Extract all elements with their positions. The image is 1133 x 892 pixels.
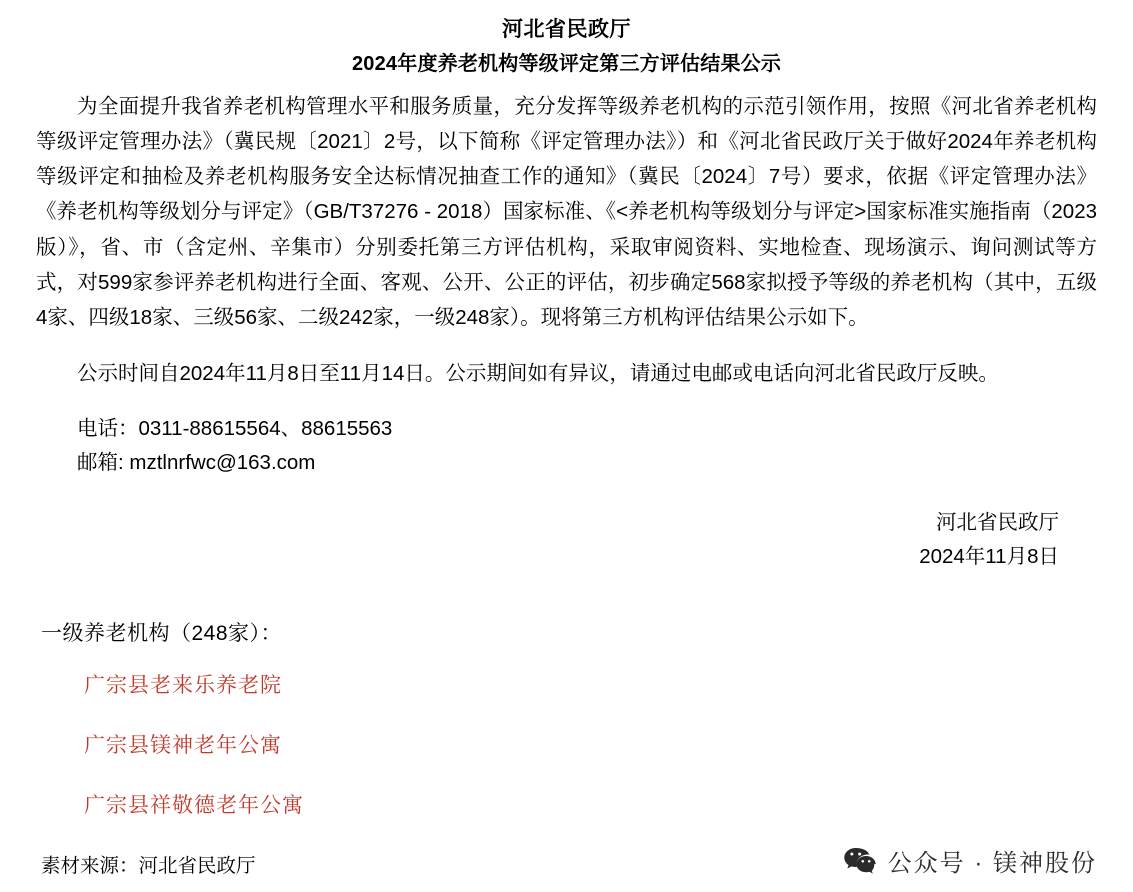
signature-block: [36, 506, 1097, 572]
page-subtitle: 2024年度养老机构等级评定第三方评估结果公示: [351, 52, 782, 75]
paragraph-1: 为全面提升我省养老机构管理水平和服务质量，充分发挥等级养老机构的示范引领作用，按照《河北省养老机构等级评定管理办法》（冀民规〔2021〕2号，以下简称《评定管理办法》）和《河北省民政厅关于做好2024年养老机构等级评定和抽检及养老机构服务安全达标情况抽查工作的通知》（冀民〔2024〕7号）要求，依据《评定管理办法》《养老机构等级划分与评定》（GB/T37276 - 2018）国家标准、《<养老机构等级划分与评定>国家标准实施指南（2023版）》，省、市（含定州、辛集市）分别委托第三方评估机构，采取审阅资料、实地检查、现场演示、询问测试等方式，对599家参评养老机构进行全面、客观、公开、公正的评估，初步确定568家拟授予等级的养老机构（其中，五级4家、四级18家、三级56家、二级242家，一级248家）。现将第三方机构评估结果公示如下。: [36, 94, 1097, 329]
wechat-watermark-label: 公众号 · 镁神股份: [887, 850, 1097, 877]
source-attribution: 素材来源：河北省民政厅: [41, 855, 256, 877]
list-item: 广宗县镁神老年公寓: [84, 733, 282, 757]
wechat-watermark: [844, 843, 1097, 878]
list-item: 广宗县祥敬德老年公寓: [84, 793, 304, 817]
page-title: 河北省民政厅: [502, 18, 631, 41]
organization-list: [36, 669, 1097, 819]
signature-organization: 河北省民政厅: [936, 511, 1059, 535]
signature-date: 2024年11月8日: [919, 544, 1059, 568]
list-item: 广宗县老来乐养老院: [84, 673, 282, 697]
contact-phone: 电话：0311-88615564、88615563: [77, 416, 393, 440]
wechat-icon: [844, 847, 876, 874]
document-header: [36, 14, 1097, 80]
paragraph-2: 公示时间自2024年11月8日至11月14日。公示期间如有异议，请通过电邮或电话向河北省民政厅反映。: [77, 361, 999, 385]
section-heading-level-one: 一级养老机构（248家）：: [41, 621, 283, 645]
contact-email: 邮箱: mztlnrfwc@163.com: [77, 450, 316, 474]
